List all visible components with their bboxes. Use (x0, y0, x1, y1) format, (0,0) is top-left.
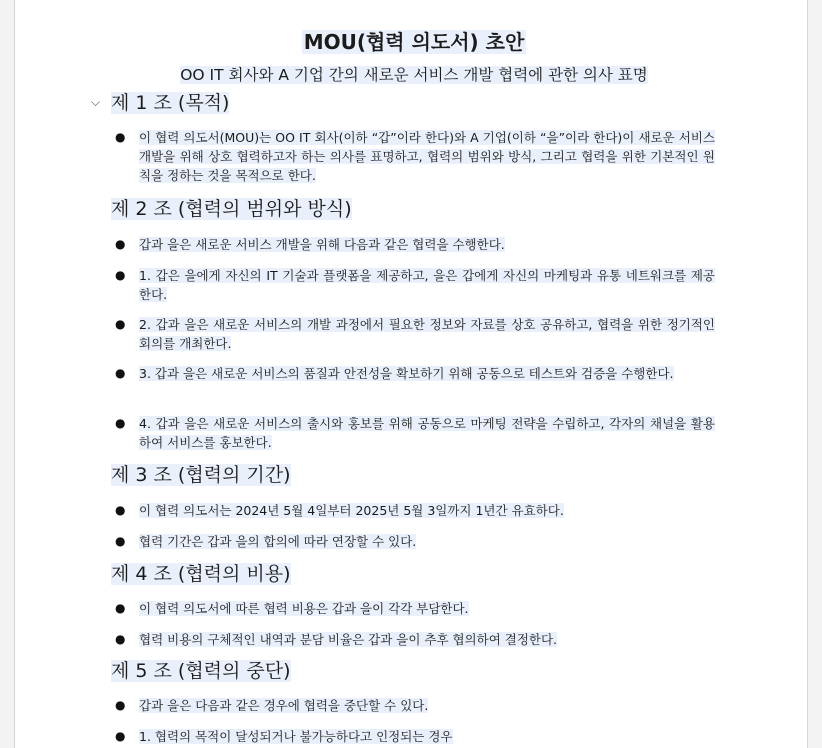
list-item-text: 1. 갑은 을에게 자신의 IT 기술과 플랫폼을 제공하고, 을은 갑에게 자신의 마케팅과 유통 네트워크를 제공한다. (139, 268, 715, 302)
document-subtitle (111, 64, 717, 86)
list-item (115, 414, 715, 452)
list-item-text: 3. 갑과 을은 새로운 서비스의 품질과 안전성을 확보하기 위해 공동으로 테스트와 검증을 수행한다. (139, 366, 674, 381)
list-item (115, 315, 715, 353)
bullet-icon: ● (115, 268, 126, 282)
list-item-text: 이 협력 의도서는 2024년 5월 4일부터 2025년 5월 3일까지 1년간 유효하다. (139, 503, 564, 518)
list-item (115, 532, 715, 551)
list-item-text: 협력 기간은 갑과 을의 합의에 따라 연장할 수 있다. (139, 534, 417, 549)
collapse-chevron-icon[interactable]: ⌵ (91, 95, 101, 109)
list-item-text: 갑과 을은 다음과 같은 경우에 협력을 중단할 수 있다. (139, 698, 429, 713)
list-item-text: 갑과 을은 새로운 서비스 개발을 위해 다음과 같은 협력을 수행한다. (139, 237, 505, 252)
section-heading-text: 제 4 조 (협력의 비용) (111, 563, 291, 585)
section-heading-4[interactable] (111, 561, 291, 587)
section-heading-text: 제 2 조 (협력의 범위와 방식) (111, 198, 352, 220)
bullet-icon: ● (115, 237, 126, 251)
bullet-icon: ● (115, 632, 126, 646)
list-item (115, 266, 715, 304)
bullet-icon: ● (115, 366, 126, 380)
list-item (115, 235, 715, 254)
document-title (111, 28, 717, 56)
section-heading-2[interactable] (111, 196, 352, 222)
list-item-text: 1. 협력의 목적이 달성되거나 불가능하다고 인정되는 경우 (139, 729, 453, 744)
list-item (115, 696, 715, 715)
list-item-text: 협력 비용의 구체적인 내역과 분담 비율은 갑과 을이 추후 협의하여 결정한다. (139, 632, 558, 647)
bullet-icon: ● (115, 601, 126, 615)
list-item (115, 364, 715, 383)
document-page (14, 0, 808, 748)
document-subtitle-text: OO IT 회사와 A 기업 간의 새로운 서비스 개발 협력에 관한 의사 표명 (180, 66, 648, 84)
section-heading-3[interactable] (111, 462, 291, 488)
list-item (115, 727, 715, 746)
section-heading-text: 제 1 조 (목적) (111, 92, 230, 114)
list-item-text: 이 협력 의도서에 따른 협력 비용은 갑과 을이 각각 부담한다. (139, 601, 469, 616)
list-item (115, 630, 715, 649)
list-item (115, 128, 715, 185)
document-title-text: MOU(협력 의도서) 초안 (303, 30, 525, 54)
section-heading-text: 제 5 조 (협력의 중단) (111, 660, 291, 682)
bullet-icon: ● (115, 698, 126, 712)
bullet-icon: ● (115, 534, 126, 548)
list-item (115, 599, 715, 618)
list-item-text: 2. 갑과 을은 새로운 서비스의 개발 과정에서 필요한 정보와 자료를 상호 공유하고, 협력을 위한 정기적인 회의를 개최한다. (139, 317, 715, 351)
bullet-icon: ● (115, 416, 126, 430)
bullet-icon: ● (115, 503, 126, 517)
bullet-icon: ● (115, 729, 126, 743)
list-item-text: 4. 갑과 을은 새로운 서비스의 출시와 홍보를 위해 공동으로 마케팅 전략을 수립하고, 각자의 채널을 활용하여 서비스를 홍보한다. (139, 416, 715, 450)
bullet-icon: ● (115, 317, 126, 331)
section-heading-1[interactable] (91, 90, 230, 116)
section-heading-text: 제 3 조 (협력의 기간) (111, 464, 291, 486)
bullet-icon: ● (115, 130, 126, 144)
list-item (115, 501, 715, 520)
section-heading-5[interactable] (111, 658, 291, 684)
list-item-text: 이 협력 의도서(MOU)는 OO IT 회사(이하 “갑”이라 한다)와 A 기업(이하 “을”이라 한다)이 새로운 서비스 개발을 위해 상호 협력하고자 하는 의사를 표명하고, 협력의 범위와 방식, 그리고 협력을 위한 기본적인 원칙을 정하는 것을 목적으로 한다. (139, 130, 715, 183)
